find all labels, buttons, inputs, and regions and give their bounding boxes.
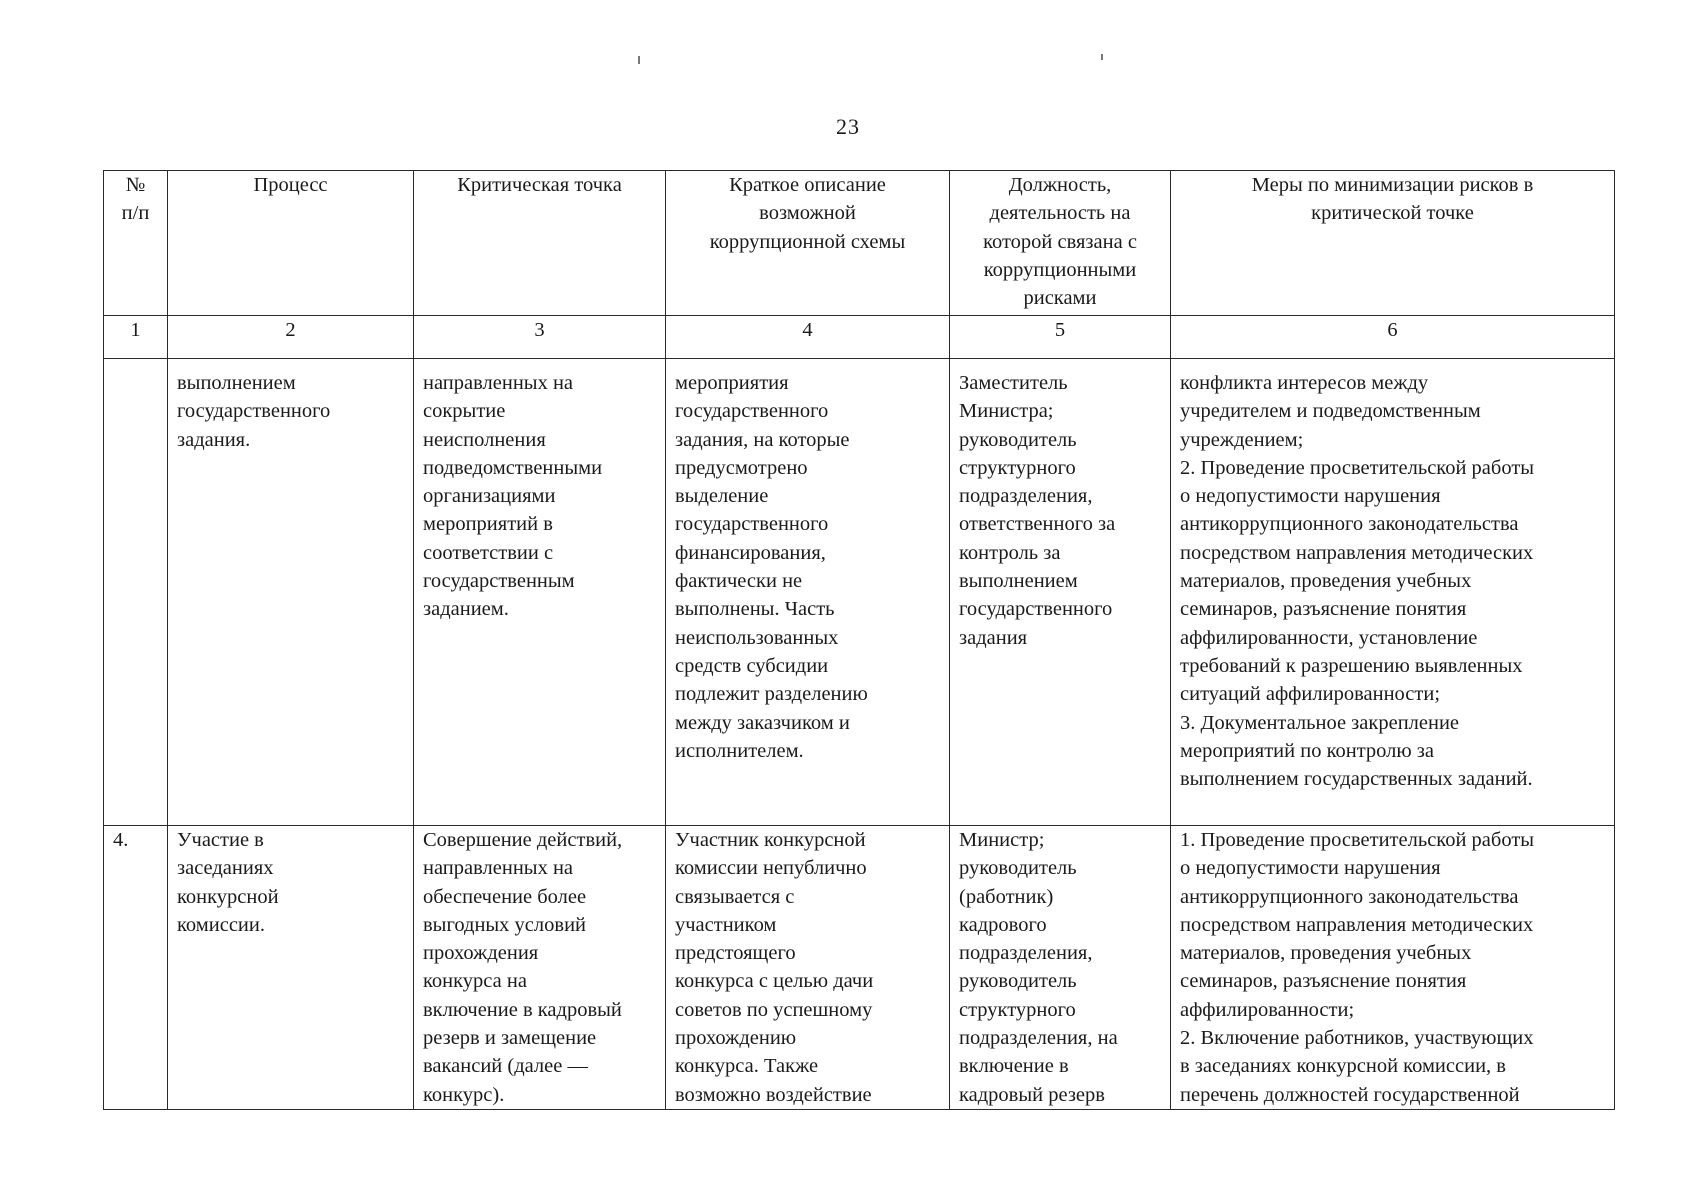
column-number-cell: 6 xyxy=(1171,316,1615,359)
process-cell: выполнением государственного задания. xyxy=(168,369,414,826)
critical-point-cell: направленных на сокрытие неисполнения подведомственными организациями мероприятий в соответствии с государственным заданием. xyxy=(414,369,666,826)
scan-artifact-mark xyxy=(638,56,640,64)
gap-cell xyxy=(1171,359,1615,370)
column-number-cell: 5 xyxy=(950,316,1171,359)
column-number-cell: 2 xyxy=(168,316,414,359)
row-number-cell: 4. xyxy=(104,826,168,1110)
table-row xyxy=(104,369,1615,826)
scan-artifact-mark xyxy=(1101,54,1103,60)
table-gap-row xyxy=(104,359,1615,370)
position-cell: Заместитель Министра; руководитель структурного подразделения, ответственного за контроль за выполнением государственного задания xyxy=(950,369,1171,826)
corruption-risk-table xyxy=(103,170,1615,1110)
column-number-cell: 4 xyxy=(666,316,950,359)
gap-cell xyxy=(168,359,414,370)
gap-cell xyxy=(950,359,1171,370)
measures-cell: 1. Проведение просветительской работы о недопустимости нарушения антикоррупционного законодательства посредством направления методических материалов, проведения учебных семинаров, разъяснение понятия аффилированности; 2. Включение работников, участвующих в заседаниях конкурсной комиссии, в перечень должностей государственной xyxy=(1171,826,1615,1110)
scheme-cell: мероприятия государственного задания, на которые предусмотрено выделение государственного финансирования, фактически не выполнены. Часть неиспользованных средств субсидии подлежит разделению между заказчиком и исполнителем. xyxy=(666,369,950,826)
scheme-cell: Участник конкурсной комиссии непублично связывается с участником предстоящего конкурса с целью дачи советов по успешному прохождению конкурса. Также возможно воздействие xyxy=(666,826,950,1110)
header-cell-number: № п/п xyxy=(104,171,168,316)
header-cell-measures: Меры по минимизации рисков в критической точке xyxy=(1171,171,1615,316)
header-cell-critical-point: Критическая точка xyxy=(414,171,666,316)
page-number: 23 xyxy=(836,114,860,139)
gap-cell xyxy=(666,359,950,370)
measures-cell: конфликта интересов между учредителем и подведомственным учреждением; 2. Проведение просветительской работы о недопустимости нарушения антикоррупционного законодательства посредством направления методических материалов, проведения учебных семинаров, разъяснение понятия аффилированности, установление требований к разрешению выявленных ситуаций аффилированности; 3. Документальное закрепление мероприятий по контролю за выполнением государственных заданий. xyxy=(1171,369,1615,826)
header-cell-scheme: Краткое описание возможной коррупционной схемы xyxy=(666,171,950,316)
table-row xyxy=(104,826,1615,1110)
column-number-cell: 3 xyxy=(414,316,666,359)
header-cell-position: Должность, деятельность на которой связана с коррупционными рисками xyxy=(950,171,1171,316)
header-cell-process: Процесс xyxy=(168,171,414,316)
process-cell: Участие в заседаниях конкурсной комиссии. xyxy=(168,826,414,1110)
row-number-cell xyxy=(104,369,168,826)
gap-cell xyxy=(414,359,666,370)
gap-cell xyxy=(104,359,168,370)
position-cell: Министр; руководитель (работник) кадрового подразделения, руководитель структурного подразделения, на включение в кадровый резерв xyxy=(950,826,1171,1110)
column-number-cell: 1 xyxy=(104,316,168,359)
critical-point-cell: Совершение действий, направленных на обеспечение более выгодных условий прохождения конкурса на включение в кадровый резерв и замещение вакансий (далее — конкурс). xyxy=(414,826,666,1110)
table-header-row xyxy=(104,171,1615,316)
column-number-row xyxy=(104,316,1615,359)
